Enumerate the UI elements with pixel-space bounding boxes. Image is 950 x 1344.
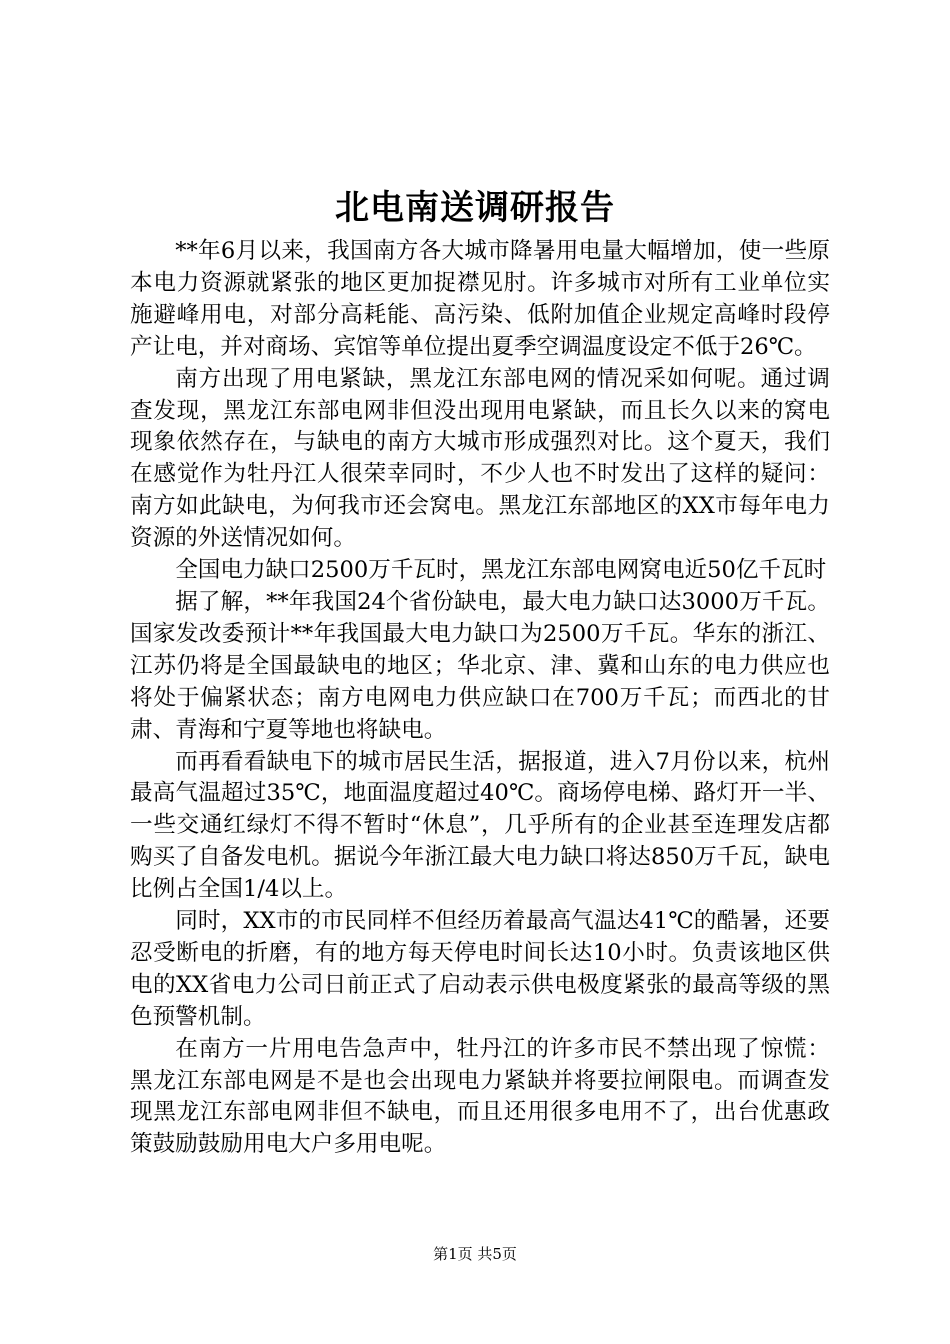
document-body xyxy=(130,236,830,1161)
paragraph-4: 据了解，**年我国24个省份缺电，最大电力缺口达3000万千瓦。国家发改委预计**年我国最大电力缺口为2500万千瓦。华东的浙江、江苏仍将是全国最缺电的地区；华北京、津、冀和山东的电力供应也将处于偏紧状态；南方电网电力供应缺口在700万千瓦；而西北的甘肃、青海和宁夏等地也将缺电。 xyxy=(130,588,830,743)
document-title: 北电南送调研报告 xyxy=(335,188,615,228)
paragraph-2: 南方出现了用电紧缺，黑龙江东部电网的情况采如何呢。通过调查发现，黑龙江东部电网非但没出现用电紧缺，而且长久以来的窝电现象依然存在，与缺电的南方大城市形成强烈对比。这个夏天，我们在感觉作为牡丹江人很荣幸同时，不少人也不时发出了这样的疑问：南方如此缺电，为何我市还会窝电。黑龙江东部地区的XX市每年电力资源的外送情况如何。 xyxy=(130,365,830,552)
page-footer: 第1页 共5页 xyxy=(433,1245,517,1263)
paragraph-1: **年6月以来，我国南方各大城市降暑用电量大幅增加，使一些原本电力资源就紧张的地区更加捉襟见肘。许多城市对所有工业单位实施避峰用电，对部分高耗能、高污染、低附加值企业规定高峰时段停产让电，并对商场、宾馆等单位提出夏季空调温度设定不低于26℃。 xyxy=(130,238,830,360)
paragraph-6: 同时，XX市的市民同样不但经历着最高气温达41℃的酷暑，还要忍受断电的折磨，有的地方每天停电时间长达10小时。负责该地区供电的XX省电力公司日前正式了启动表示供电极度紧张的最高等级的黑色预警机制。 xyxy=(130,908,830,1030)
paragraph-5: 而再看看缺电下的城市居民生活，据报道，进入7月份以来，杭州最高气温超过35℃，地面温度超过40℃。商场停电梯、路灯开一半、一些交通红绿灯不得不暂时“休息”，几乎所有的企业甚至连理发店都购买了自备发电机。据说今年浙江最大电力缺口将达850万千瓦，缺电比例占全国1/4以上。 xyxy=(130,748,830,903)
paragraph-7: 在南方一片用电告急声中，牡丹江的许多市民不禁出现了惊慌：黑龙江东部电网是不是也会出现电力紧缺并将要拉闸限电。而调查发现黑龙江东部电网非但不缺电，而且还用很多电用不了，出台优惠政策鼓励鼓励用电大户多用电呢。 xyxy=(130,1035,830,1158)
paragraph-3: 全国电力缺口2500万千瓦时，黑龙江东部电网窝电近50亿千瓦时 xyxy=(175,557,827,584)
